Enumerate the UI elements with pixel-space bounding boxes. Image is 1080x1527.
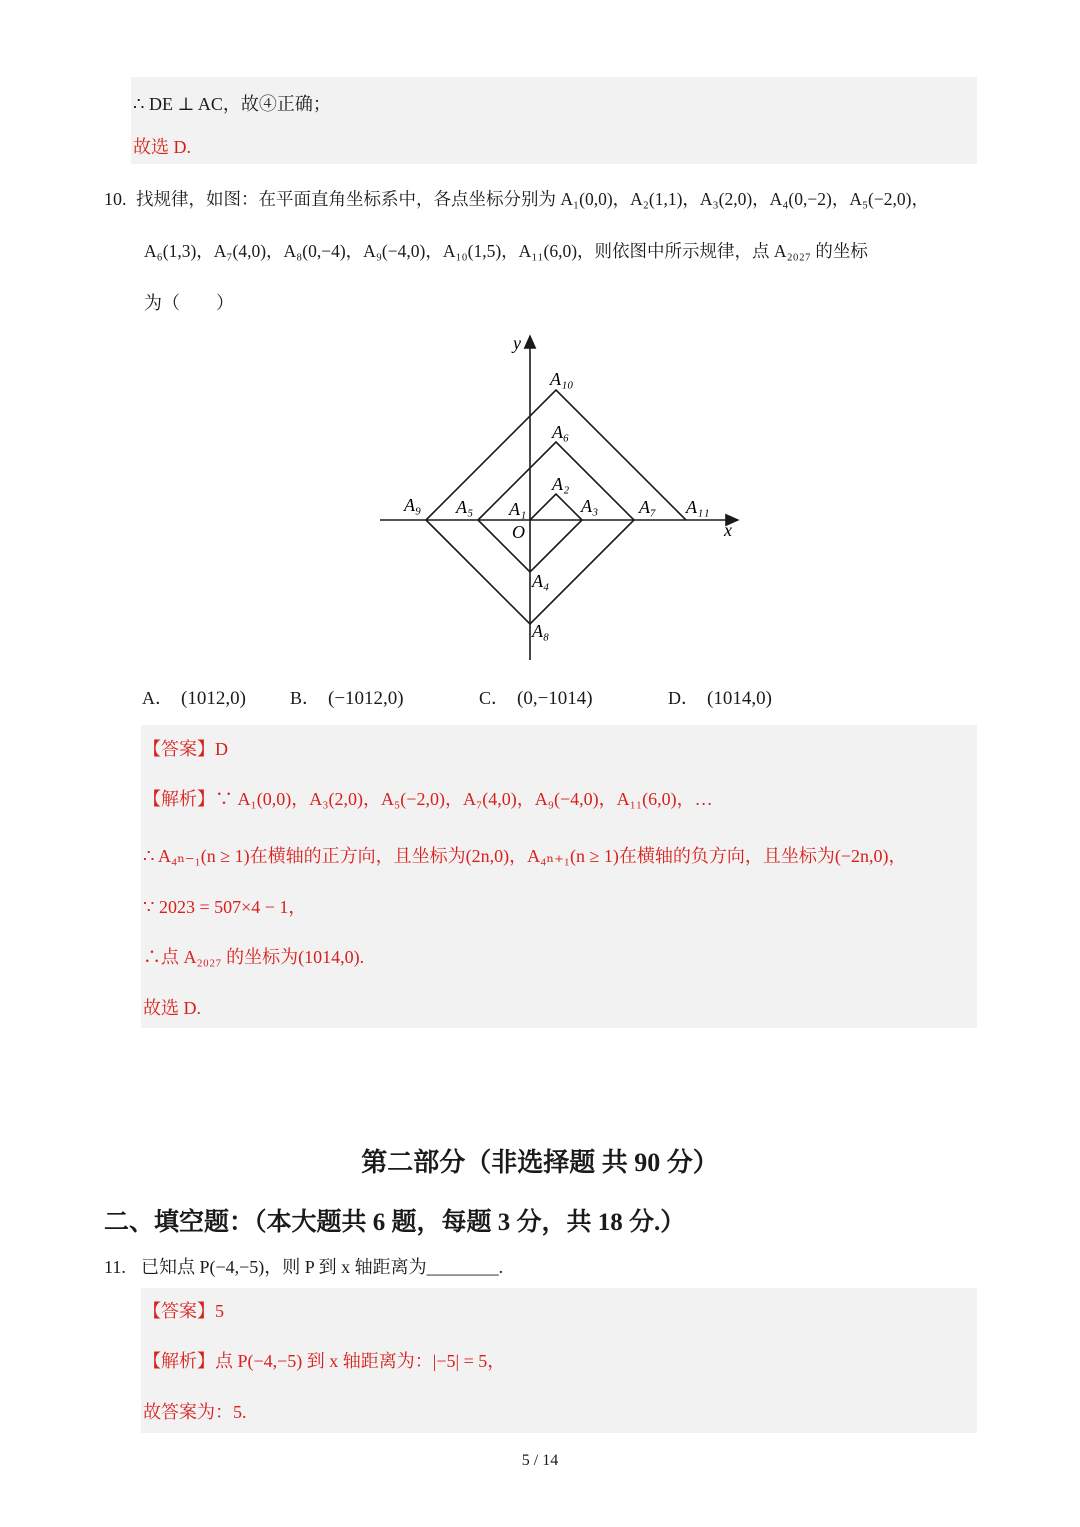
q10-answer-box	[141, 725, 977, 1028]
page-number: 5 / 14	[521, 1452, 559, 1469]
q10-analysis-3: ∵ 2023 = 507×4 − 1，	[143, 897, 307, 917]
prev-line-1: ∴ DE ⊥ AC，故④正确；	[133, 94, 331, 114]
prev-line-2: 故选 D.	[133, 137, 191, 157]
q11-answer: 【答案】5	[143, 1301, 224, 1321]
label-a3: A₃	[581, 496, 599, 516]
q10-figure	[370, 330, 750, 665]
part2-title: 第二部分（非选择题 共 90 分）	[361, 1148, 719, 1177]
origin-label: O	[512, 522, 525, 542]
label-a11: A₁₁	[686, 497, 710, 517]
q10-answer: 【答案】D	[143, 739, 228, 759]
q10-text-line-2: A₆(1,3)，A₇(4,0)，A₈(0,−4)，A₉(−4,0)，A₁₀(1,5)，A₁₁(6,0)，则依图中所示规律，点 A₂₀₂₇ 的坐标	[144, 241, 868, 261]
option-c[interactable]: C． (0,−1014)	[479, 688, 593, 709]
q10-analysis-1: 【解析】∵ A₁(0,0)，A₃(2,0)，A₅(−2,0)，A₇(4,0)，A₉(−4,0)，A₁₁(6,0)，…	[143, 789, 713, 809]
option-a[interactable]: A． (1012,0)	[142, 688, 246, 709]
label-a8: A₈	[532, 621, 550, 641]
q10-analysis-5: 故选 D.	[143, 998, 201, 1018]
label-a5: A₅	[456, 497, 474, 517]
label-a2: A₂	[552, 474, 570, 494]
q10-text-line-3: 为（ ）	[144, 293, 234, 313]
y-axis-label: y	[513, 333, 521, 353]
q10-number: 10.	[104, 189, 127, 209]
label-a6: A₆	[552, 422, 570, 442]
q10-text-line-1: 找规律，如图：在平面直角坐标系中，各点坐标分别为 A₁(0,0)，A₂(1,1)，A₃(2,0)，A₄(0,−2)，A₅(−2,0)，	[136, 189, 929, 209]
q10-analysis-4: ∴点 A₂₀₂₇ 的坐标为(1014,0).	[143, 947, 365, 967]
q11-analysis: 【解析】点 P(−4,−5) 到 x 轴距离为：|−5| = 5，	[143, 1351, 506, 1371]
q11-number: 11.	[104, 1257, 126, 1277]
label-a7: A₇	[639, 497, 657, 517]
section-title: 二、填空题：（本大题共 6 题，每题 3 分，共 18 分.）	[104, 1209, 686, 1236]
q11-text: 已知点 P(−4,−5)，则 P 到 x 轴距离为________.	[141, 1257, 504, 1277]
x-axis-label: x	[724, 520, 732, 540]
label-a4: A₄	[532, 571, 550, 591]
label-a1: A₁	[509, 499, 527, 519]
q10-analysis-2: ∴ A₄ₙ₋₁(n ≥ 1)在横轴的正方向，且坐标为(2n,0)，A₄ₙ₊₁(n ≥ 1)在横轴的负方向，且坐标为(−2n,0)，	[143, 846, 907, 866]
option-b[interactable]: B． (−1012,0)	[290, 688, 404, 709]
option-d[interactable]: D． (1014,0)	[668, 688, 772, 709]
label-a10: A₁₀	[550, 369, 574, 389]
label-a9: A₉	[404, 495, 422, 515]
q11-conclusion: 故答案为：5.	[143, 1402, 247, 1422]
